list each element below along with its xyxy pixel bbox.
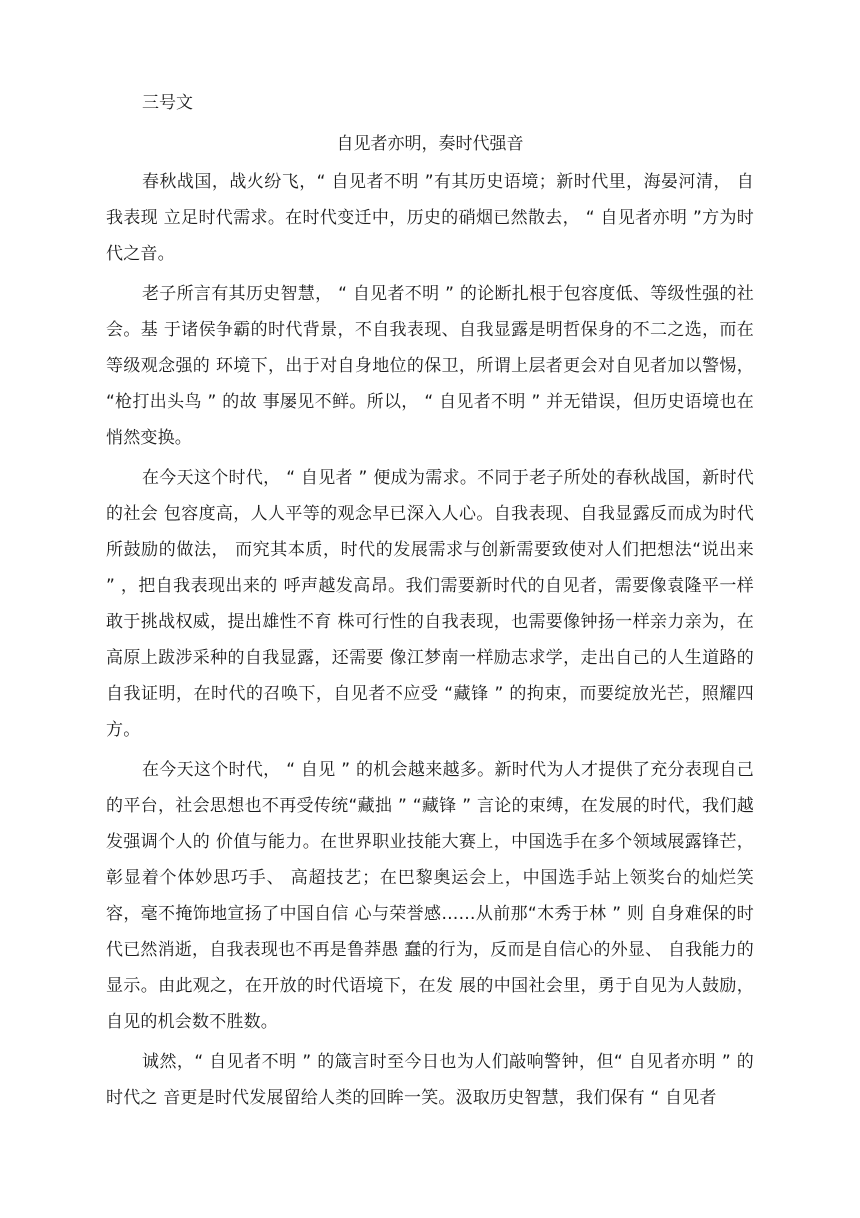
- document-label: 三号文: [142, 93, 193, 113]
- paragraph: 老子所言有其历史智慧， “ 自见者不明 ” 的论断扎根于包容度低、等级性强的社会。基 于诸侯争霸的时代背景，不自我表现、自我显露是明哲保身的不二之选，而在等级观念强的 环境下，出于对自身地位的保卫，所谓上层者更会对自见者加以警惕， “枪打出头鸟 ” 的故 事屡见不鲜。所以， “ 自见者不明 ” 并无错误，但历史语境也在悄然变换。: [106, 284, 754, 448]
- paragraph: 春秋战国，战火纷飞，“ 自见者不明 ”有其历史语境；新时代里，海晏河清， 自我表现 立足时代需求。在时代变迁中，历史的硝烟已然散去， “ 自见者亦明 ”方为时代之音。: [106, 172, 754, 264]
- paragraph: 在今天这个时代， “ 自见者 ” 便成为需求。不同于老子所处的春秋战国，新时代的社会 包容度高，人人平等的观念早已深入人心。自我表现、自我显露反而成为时代所鼓励的做法， 而究其本质，时代的发展需求与创新需要致使对人们把想法“说出来 ” ，把自我表现出来的 呼声越发高昂。我们需要新时代的自见者，需要像袁隆平一样敢于挑战权威，提出雄性不育 株可行性的自我表现，也需要像钟扬一样亲力亲为，在高原上跋涉采种的自我显露，还需要 像江梦南一样励志求学，走出自己的人生道路的自我证明，在时代的召唤下，自见者不应受 “藏锋 ” 的拘束，而要绽放光芒，照耀四方。: [106, 468, 754, 740]
- paragraph: 诚然，“ 自见者不明 ” 的箴言时至今日也为人们敲响警钟，但“ 自见者亦明 ” 的时代之 音更是时代发展留给人类的回眸一笑。汲取历史智慧，我们保有 “ 自见者: [106, 1052, 754, 1108]
- paragraph: 在今天这个时代， “ 自见 ” 的机会越来越多。新时代为人才提供了充分表现自己的平台，社会思想也不再受传统“藏拙 ” “藏锋 ” 言论的束缚，在发展的时代，我们越发强调个人的 价值与能力。在世界职业技能大赛上，中国选手在多个领域展露锋芒，彰显着个体妙思巧手、 高超技艺；在巴黎奥运会上，中国选手站上领奖台的灿烂笑容，毫不掩饰地宣扬了中国自信 心与荣誉感……从前那“木秀于林 ” 则 自身难保的时代已然消逝，自我表现也不再是鲁莽愚 蠢的行为，反而是自信心的外显、 自我能力的显示。由此观之，在开放的时代语境下，在发 展的中国社会里，勇于自见为人鼓励， 自见的机会数不胜数。: [106, 760, 754, 1032]
- essay-title: 自见者亦明，奏时代强音: [336, 134, 524, 154]
